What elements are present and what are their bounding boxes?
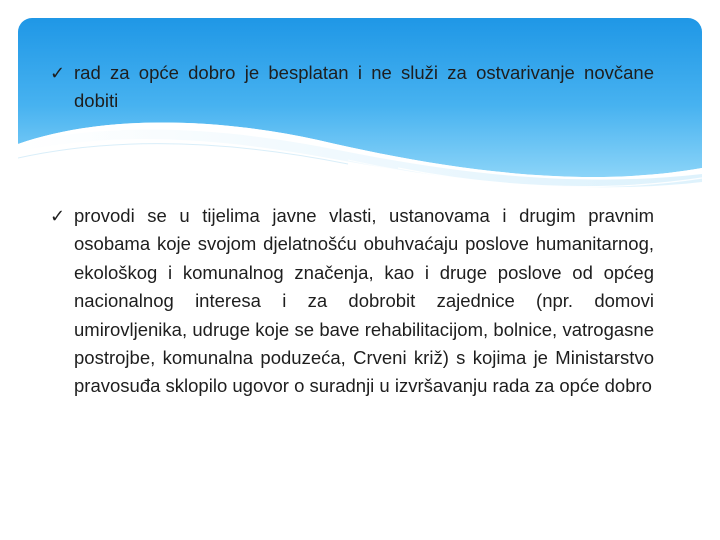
checkmark-icon: ✓ — [50, 206, 66, 226]
bullet-item-2 — [50, 202, 654, 401]
bullet-text-2: provodi se u tijelima javne vlasti, ustanovama i drugim pravnim osobama koje svojom djelatnošću obuhvaćaju poslove humanitarnog, ekološkog i komunalnog značenja, kao i druge poslove od općeg nacionalnog interesa i za dobrobit zajednice (npr. domovi umirovljenika, udruge koje se bave rehabilitacijom, bolnice, vatrogasne postrojbe, komunalna poduzeća, Crveni križ) s kojima je Ministarstvo pravosuđa sklopilo ugovor o suradnji u izvršavanju rada za opće dobro — [74, 205, 654, 397]
bullet-item-1 — [50, 59, 654, 116]
bullet-text-1: rad za opće dobro je besplatan i ne služi za ostvarivanje novčane dobiti — [74, 62, 654, 112]
checkmark-icon: ✓ — [50, 63, 66, 83]
